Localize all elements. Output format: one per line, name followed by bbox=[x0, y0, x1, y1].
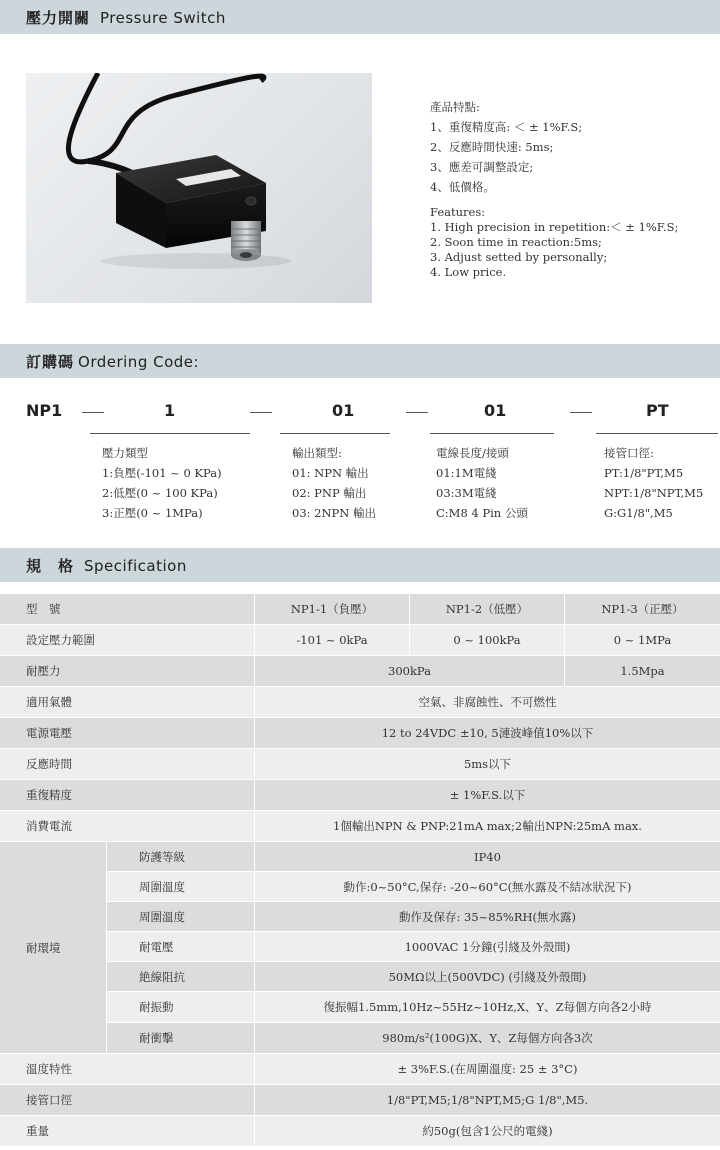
ordering-title bbox=[26, 351, 199, 372]
value-cell: ± 3%F.S.(在周圍溫度: 25 ± 3°C) bbox=[254, 1054, 720, 1084]
value-cell: 980m/s²(100G)X、Y、Z每個方向各3次 bbox=[254, 1023, 720, 1053]
table-row bbox=[0, 1085, 720, 1115]
model-cell: NP1-1（負壓） bbox=[254, 594, 409, 624]
table-row bbox=[0, 594, 720, 624]
table-row bbox=[0, 687, 720, 717]
option-title: 電線長度/接頭 bbox=[436, 446, 509, 460]
row-label: 重復精度 bbox=[26, 788, 72, 802]
option-item: 1:負壓(-101 ~ 0 KPa) bbox=[102, 466, 222, 480]
option-item: 3:正壓(0 ~ 1MPa) bbox=[102, 506, 203, 520]
product-photo bbox=[26, 73, 372, 303]
code-underline bbox=[280, 433, 390, 434]
model-cell: NP1-2（低壓） bbox=[409, 594, 564, 624]
option-item: PT:1/8"PT,M5 bbox=[604, 466, 684, 480]
table-row bbox=[0, 872, 720, 901]
code-dash bbox=[82, 412, 104, 413]
value-cell: 50MΩ以上(500VDC) (引綫及外殼間) bbox=[254, 962, 720, 991]
feature-zh-item: 2、反應時間快速: 5ms; bbox=[430, 140, 554, 154]
value-cell: 0 ~ 100kPa bbox=[409, 625, 564, 655]
value-cell: 300kPa bbox=[254, 656, 564, 686]
table-row bbox=[0, 842, 720, 871]
table-row bbox=[0, 625, 720, 655]
code-underline bbox=[430, 433, 554, 434]
row-label: 電源電壓 bbox=[26, 726, 72, 740]
option-output-type bbox=[292, 443, 376, 523]
page-title bbox=[26, 7, 226, 28]
row-label: 防護等級 bbox=[106, 842, 254, 871]
table-row bbox=[0, 932, 720, 961]
feature-zh-item: 1、重復精度高: ＜ ± 1%F.S; bbox=[430, 120, 583, 134]
option-item: 2:低壓(0 ~ 100 KPa) bbox=[102, 486, 218, 500]
table-row bbox=[0, 718, 720, 748]
code-dash bbox=[406, 412, 428, 413]
table-row bbox=[0, 811, 720, 841]
option-item: C:M8 4 Pin 公頭 bbox=[436, 506, 528, 520]
value-cell: 1.5Mpa bbox=[564, 656, 720, 686]
row-label: 周圍溫度 bbox=[106, 902, 254, 931]
table-row bbox=[0, 780, 720, 810]
code-underline bbox=[90, 433, 250, 434]
spec-title bbox=[26, 555, 187, 576]
value-cell: 空氣、非腐蝕性、不可燃性 bbox=[254, 687, 720, 717]
option-title: 接管口徑: bbox=[604, 446, 654, 460]
table-row bbox=[0, 992, 720, 1022]
value-cell: 動作:0~50°C,保存: -20~60°C(無水露及不結冰狀況下) bbox=[254, 872, 720, 901]
feature-en-item: 2. Soon time in reaction:5ms; bbox=[430, 235, 602, 249]
row-label: 耐壓力 bbox=[26, 664, 61, 678]
env-group-label: 耐環境 bbox=[0, 842, 106, 1053]
row-label: 接管口徑 bbox=[26, 1093, 72, 1107]
option-port bbox=[604, 443, 703, 523]
option-item: 03: 2NPN 輸出 bbox=[292, 506, 376, 520]
feature-en-item: 3. Adjust setted by personally; bbox=[430, 250, 608, 264]
row-label: 溫度特性 bbox=[26, 1062, 72, 1076]
features-zh-title: 產品特點: bbox=[430, 100, 480, 114]
option-item: 01:1M電綫 bbox=[436, 466, 497, 480]
row-label: 周圍溫度 bbox=[106, 872, 254, 901]
page-title-en: Pressure Switch bbox=[100, 9, 226, 27]
option-item: G:G1/8",M5 bbox=[604, 506, 673, 520]
ordering-title-en: Ordering Code: bbox=[78, 353, 200, 371]
code-underline bbox=[596, 433, 718, 434]
code-cable: 01 bbox=[484, 401, 507, 420]
value-cell: 動作及保存: 35~85%RH(無水露) bbox=[254, 902, 720, 931]
spec-title-zh: 規 格 bbox=[26, 557, 75, 575]
spec-title-en: Specification bbox=[84, 557, 187, 575]
ordering-title-zh: 訂購碼 bbox=[26, 353, 75, 371]
table-row bbox=[0, 1116, 720, 1146]
row-label: 型 號 bbox=[26, 602, 61, 616]
value-cell: -101 ~ 0kPa bbox=[254, 625, 409, 655]
code-series: NP1 bbox=[26, 401, 63, 420]
value-cell: 5ms以下 bbox=[254, 749, 720, 779]
value-cell: 約50g(包含1公尺的電綫) bbox=[254, 1116, 720, 1146]
option-title: 壓力類型 bbox=[102, 446, 148, 460]
row-label: 耐電壓 bbox=[106, 932, 254, 961]
feature-en-item: 4. Low price. bbox=[430, 265, 507, 279]
option-item: 02: PNP 輸出 bbox=[292, 486, 367, 500]
features-en-title: Features: bbox=[430, 205, 486, 219]
row-label: 反應時間 bbox=[26, 757, 72, 771]
option-pressure-type bbox=[102, 443, 222, 523]
table-row bbox=[0, 656, 720, 686]
value-cell: 1/8"PT,M5;1/8"NPT,M5;G 1/8",M5. bbox=[254, 1085, 720, 1115]
value-cell: 1個輸出NPN & PNP:21mA max;2輸出NPN:25mA max. bbox=[254, 811, 720, 841]
option-title: 輸出類型: bbox=[292, 446, 342, 460]
model-cell: NP1-3（正壓） bbox=[564, 594, 720, 624]
row-label: 適用氣體 bbox=[26, 695, 72, 709]
code-port: PT bbox=[646, 401, 669, 420]
row-label: 重量 bbox=[26, 1124, 49, 1138]
product-features bbox=[430, 97, 718, 280]
table-row bbox=[0, 1054, 720, 1084]
option-cable bbox=[436, 443, 528, 523]
value-cell: 復振幅1.5mm,10Hz~55Hz~10Hz,X、Y、Z每個方向各2小時 bbox=[254, 992, 720, 1022]
spec-band bbox=[0, 548, 720, 582]
table-row bbox=[0, 749, 720, 779]
row-label: 設定壓力範圍 bbox=[26, 633, 95, 647]
pressure-switch-image bbox=[26, 73, 372, 303]
value-cell: IP40 bbox=[254, 842, 720, 871]
ordering-code bbox=[0, 401, 720, 423]
row-label: 絶線阻抗 bbox=[106, 962, 254, 991]
value-cell: 1000VAC 1分鐘(引綫及外殼間) bbox=[254, 932, 720, 961]
table-row bbox=[0, 1023, 720, 1053]
table-row bbox=[0, 902, 720, 931]
code-output: 01 bbox=[332, 401, 355, 420]
feature-zh-item: 4、低價格。 bbox=[430, 180, 495, 194]
code-dash bbox=[570, 412, 592, 413]
page-title-zh: 壓力開關 bbox=[26, 9, 91, 27]
row-label: 耐振動 bbox=[106, 992, 254, 1022]
ordering-band bbox=[0, 344, 720, 378]
value-cell: 12 to 24VDC ±10, 5漣波峰值10%以下 bbox=[254, 718, 720, 748]
row-label: 消費電流 bbox=[26, 819, 72, 833]
table-row bbox=[0, 962, 720, 991]
header-band bbox=[0, 0, 720, 34]
value-cell: ± 1%F.S.以下 bbox=[254, 780, 720, 810]
feature-zh-item: 3、應差可調整設定; bbox=[430, 160, 534, 174]
row-label: 耐衝擊 bbox=[106, 1023, 254, 1053]
features-en bbox=[430, 205, 718, 280]
code-dash bbox=[250, 412, 272, 413]
option-item: 03:3M電綫 bbox=[436, 486, 497, 500]
option-item: NPT:1/8"NPT,M5 bbox=[604, 486, 704, 500]
code-pressure: 1 bbox=[164, 401, 176, 420]
feature-en-item: 1. High precision in repetition:＜ ± 1%F.S; bbox=[430, 220, 679, 234]
value-cell: 0 ~ 1MPa bbox=[564, 625, 720, 655]
option-item: 01: NPN 輸出 bbox=[292, 466, 369, 480]
